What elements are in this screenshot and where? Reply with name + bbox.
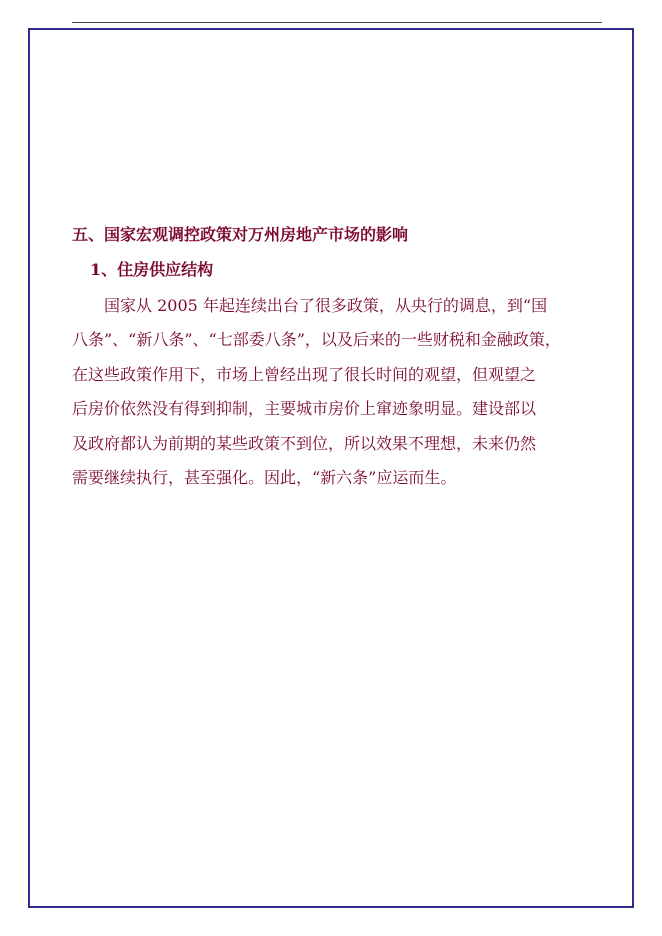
body-paragraph xyxy=(72,289,612,495)
paragraph-line: 国家从 2005 年起连续出台了很多政策，从央行的调息，到“国 xyxy=(104,296,548,315)
subsection-heading: 1、住房供应结构 xyxy=(90,260,214,279)
header-rule xyxy=(72,22,602,23)
paragraph-line: 八条”、“新八条”、“七部委八条”，以及后来的一些财税和金融政策， xyxy=(72,330,561,350)
paragraph-line: 需要继续执行，甚至强化。因此，“新六条”应运而生。 xyxy=(72,467,457,487)
document-body xyxy=(72,222,612,495)
paragraph-line: 及政府都认为前期的某些政策不到位，所以效果不理想，未来仍然 xyxy=(72,433,537,453)
section-heading: 五、国家宏观调控政策对万州房地产市场的影响 xyxy=(72,225,409,244)
paragraph-line: 后房价依然没有得到抑制，主要城市房价上窜迹象明显。建设部以 xyxy=(72,399,537,419)
paragraph-line: 在这些政策作用下，市场上曾经出现了很长时间的观望，但观望之 xyxy=(72,364,537,384)
